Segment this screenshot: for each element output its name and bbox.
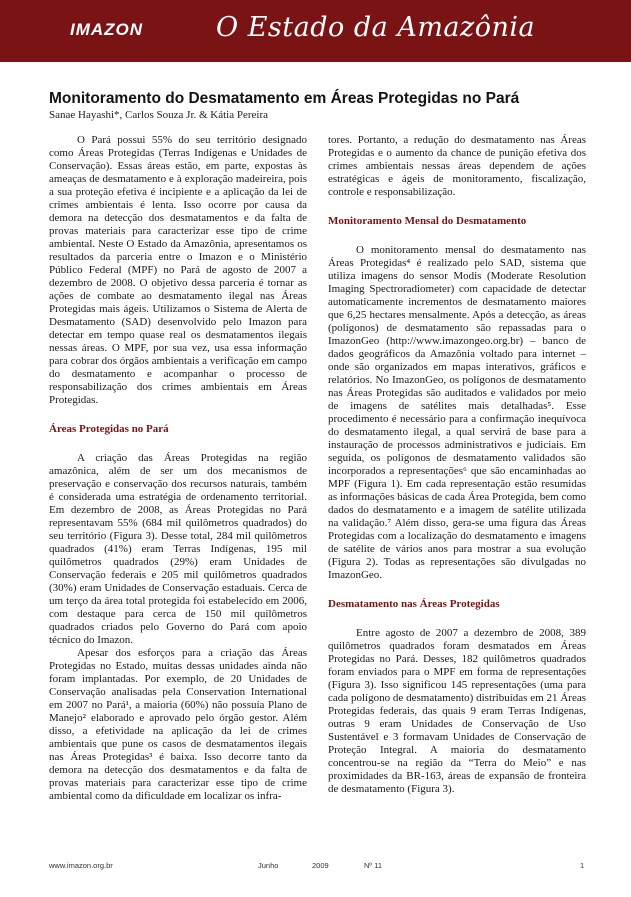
intro-paragraph: O Pará possui 55% do seu território designado como Áreas Protegidas (Terras Indígenas e Unidades de Conservação). Essas áreas estão, em parte, expostas às ameaças de desmatamento e à exploração madeireira, pois a sua proteção efetiva é incipiente e a aplicação da lei de crimes ambientais é lenta. Isso ocorre por causa da demora na detecção dos desmatamentos e da falta de provas materiais para caracterizar esse tipo de crime ambiental. Neste O Estado da Amazônia, apresentamos os resultados da parceria entre o Imazon e o Ministério Público Federal (MPF) no Pará de agosto de 2007 a dezembro de 2008. O objetivo dessa parceria é tornar as ações de combate ao desmatamento ilegal nas Áreas Protegidas mais ágeis. Utilizamos o Sistema de Alerta de Desmatamento (SAD) desenvolvido pelo Imazon para detectar em tempo quase real os desmatamentos ilegais nessas áreas. O MPF, por sua vez, usa essa informação para cobrar dos órgãos ambientais a verificação em campo do desmatamento e acompanhar o processo de responsabilização dos crimes ambientais em Áreas Protegidas. — [49, 134, 307, 406]
paragraph: O monitoramento mensal do desmatamento nas Áreas Protegidas⁴ é realizado pelo SAD, sistema que utiliza imagens do sensor Modis (Moderate Resolution Imaging Spectroradiometer) com capacidade de detectar automaticamente incrementos de desmatamento maiores que 6,25 hectares mensalmente. Após a detecção, as áreas (polígonos) de desmatamento são repassadas para o ImazonGeo (http://www.imazongeo.org.br) – banco de dados geográficos da Amazônia voltado para internet – onde são organizados em mapas interativos, gráficos e relatórios. No ImazonGeo, os polígonos de desmatamento nas Áreas Protegidas são auditados e validados por meio de imagens de satélites mais detalhadas⁵. Esse procedimento é necessário para a confirmação inequívoca do desmatamento ilegal, a qual servirá de base para a instauração de processos administrativos e judiciais. Em seguida, os polígonos de desmatamento validados são incorporados a representações⁶ que são encaminhadas ao MPF (Figura 1). Em cada representação estão resumidas as informações básicas de cada Área Protegida, bem como dados do desmatamento e a imagem de satélite utilizada na validação.⁷ Além disso, gera-se uma figura das Áreas Protegidas com a localização do desmatamento e imagens de satélite de vários anos para mostrar a sua evolução (Figura 2). Todas as representações são divulgadas no ImazonGeo. — [328, 244, 586, 581]
left-column — [49, 134, 307, 803]
right-column — [328, 134, 586, 796]
article-authors: Sanae Hayashi*, Carlos Souza Jr. & Kátia Pereira — [49, 109, 269, 121]
paragraph: Entre agosto de 2007 a dezembro de 2008, 389 quilômetros quadrados foram desmatados em Áreas Protegidas no Pará. Desses, 182 quilômetros quadrados foram enviados para o MPF em forma de representações (Figura 3). Isso significou 145 representações (uma para cada polígono de desmatamento) distribuídas em 21 Áreas Protegidas federais, das quais 9 eram Terras Indígenas, outras 9 eram Unidades de Conservação de Uso Sustentável e 3 formavam Unidades de Conservação de Proteção Integral. A maioria do desmatamento concentrou-se na região da “Terra do Meio” e nas proximidades da BR-163, áreas de expansão de fronteira de desmatamento (Figura 3). — [328, 627, 586, 795]
footer-month: Junho — [258, 861, 279, 870]
footer-year: 2009 — [312, 861, 329, 870]
header-banner — [0, 0, 631, 62]
article-title: Monitoramento do Desmatamento em Áreas Protegidas no Pará — [49, 90, 520, 107]
paragraph: Apesar dos esforços para a criação das Áreas Protegidas no Estado, muitas dessas unidades ainda não foram implantadas. Por exemplo, de 20 Unidades de Conservação analisadas pela Conservation International em 2007 no Pará¹, a maioria (60%) não possuía Plano de Manejo² elaborado e aprovado pelo órgão gestor. Além disso, a efetividade na aplicação da lei de crimes ambientais que pune os casos de desmatamentos ilegais nas Áreas Protegidas³ é baixa. Isso decorre tanto da demora na detecção dos desmatamentos e da falta de provas materiais para caracterizar esse tipo de crime ambiental como da dificuldade em localizar os infra- — [49, 647, 307, 802]
paragraph: A criação das Áreas Protegidas na região amazônica, além de ser um dos mecanismos de preservação e conservação dos recursos naturais, também é considerada uma estratégia de ordenamento territorial. Em dezembro de 2008, as Áreas Protegidas no Pará representavam 55% (684 mil quilômetros quadrados) do seu território (Figura 3). Desse total, 284 mil quilômetros quadrados (41%) eram Terras Indígenas, 195 mil quilômetros quadrados (29%) eram Unidades de Conservação federais e 205 mil quilômetros quadrados (30%) eram Unidades de Conservação estaduais. Cerca de um terço da área total protegida foi estabelecido em 2006, com destaque para cerca de 150 mil quilômetros quadrados criados pelo Governo do Pará com apoio técnico do Imazon. — [49, 452, 307, 646]
footer-page-number: 1 — [580, 861, 585, 870]
section-heading-monitoramento: Monitoramento Mensal do Desmatamento — [328, 215, 527, 227]
footer-website: www.imazon.org.br — [49, 861, 113, 870]
section-heading-desmatamento: Desmatamento nas Áreas Protegidas — [328, 598, 500, 610]
section-heading-areas-protegidas: Áreas Protegidas no Pará — [49, 423, 169, 435]
continuation-paragraph: tores. Portanto, a redução do desmatamento nas Áreas Protegidas e o aumento da chance de punição efetiva dos crimes ambientais nessas áreas dependem de ações estratégicas e ágeis de monitoramento, fiscalização, controle e responsabilização. — [328, 134, 586, 198]
imazon-logo: IMAZON — [70, 20, 144, 39]
footer-issue: Nº 11 — [364, 861, 383, 870]
masthead-title: O Estado da Amazônia — [216, 12, 536, 43]
